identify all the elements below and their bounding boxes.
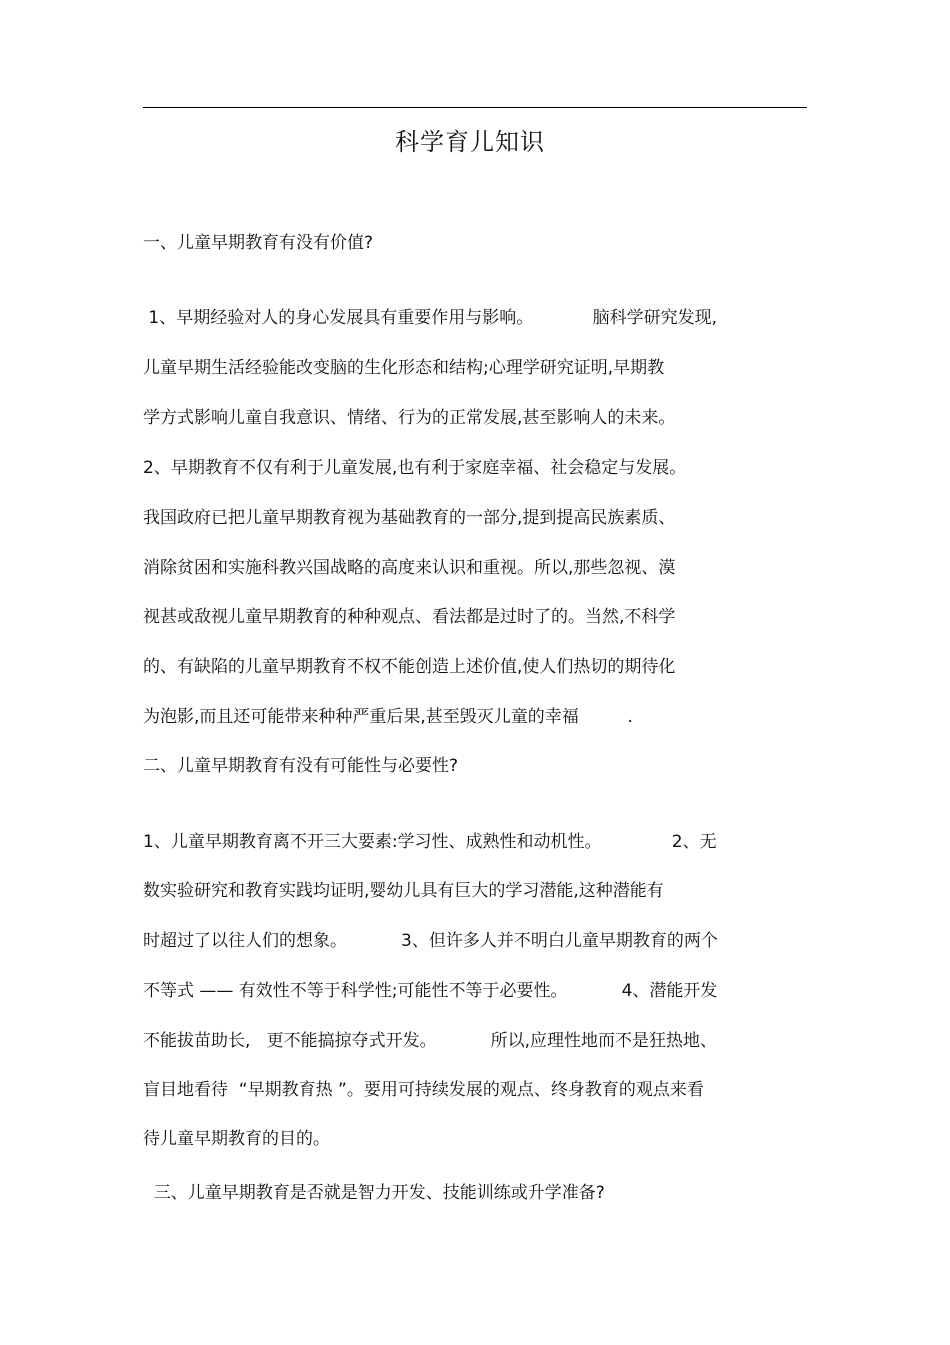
- text-line: 消除贫困和实施科教兴国战略的高度来认识和重视。所以,那些忽视、漠: [143, 558, 676, 578]
- text-line: 待儿童早期教育的目的。: [143, 1129, 330, 1149]
- heading-section-3: 三、儿童早期教育是否就是智力开发、技能训练或升学准备?: [143, 1183, 605, 1203]
- text-line: 为泡影,而且还可能带来种种严重后果,甚至毁灭儿童的幸福 .: [143, 707, 633, 727]
- text-line: 儿童早期生活经验能改变脑的生化形态和结构;心理学研究证明,早期教: [143, 358, 665, 378]
- text-line: 2、早期教育不仅有利于儿童发展,也有利于家庭幸福、社会稳定与发展。: [143, 458, 687, 478]
- heading-section-2: 二、儿童早期教育有没有可能性与必要性?: [143, 756, 459, 776]
- text-line: 学方式影响儿童自我意识、情绪、行为的正常发展,甚至影响人的未来。: [143, 408, 676, 428]
- text-line: 不等式 —— 有效性不等于科学性;可能性不等于必要性。 4、潜能开发: [143, 981, 718, 1001]
- text-line: 视甚或敌视儿童早期教育的种种观点、看法都是过时了的。当然,不科学: [143, 607, 676, 627]
- document-title: 科学育儿知识: [395, 128, 545, 156]
- text-line: 数实验研究和教育实践均证明,婴幼儿具有巨大的学习潜能,这种潜能有: [143, 881, 664, 901]
- text-line: 1、儿童早期教育离不开三大要素:学习性、成熟性和动机性。 2、无: [143, 832, 717, 852]
- heading-section-1: 一、儿童早期教育有没有价值?: [143, 233, 374, 253]
- text-line: 我国政府已把儿童早期教育视为基础教育的一部分,提到提高民族素质、: [143, 508, 676, 528]
- text-line: 时超过了以往人们的想象。 3、但许多人并不明白儿童早期教育的两个: [143, 931, 718, 951]
- header-rule: [143, 107, 807, 108]
- text-line: 1、早期经验对人的身心发展具有重要作用与影响。 脑科学研究发现,: [143, 308, 718, 328]
- text-line: 盲目地看待 “早期教育热 ”。要用可持续发展的观点、终身教育的观点来看: [143, 1080, 704, 1100]
- text-line: 不能拔苗助长, 更不能搞掠夺式开发。 所以,应理性地而不是狂热地、: [143, 1031, 718, 1051]
- text-line: 的、有缺陷的儿童早期教育不权不能创造上述价值,使人们热切的期待化: [143, 657, 676, 677]
